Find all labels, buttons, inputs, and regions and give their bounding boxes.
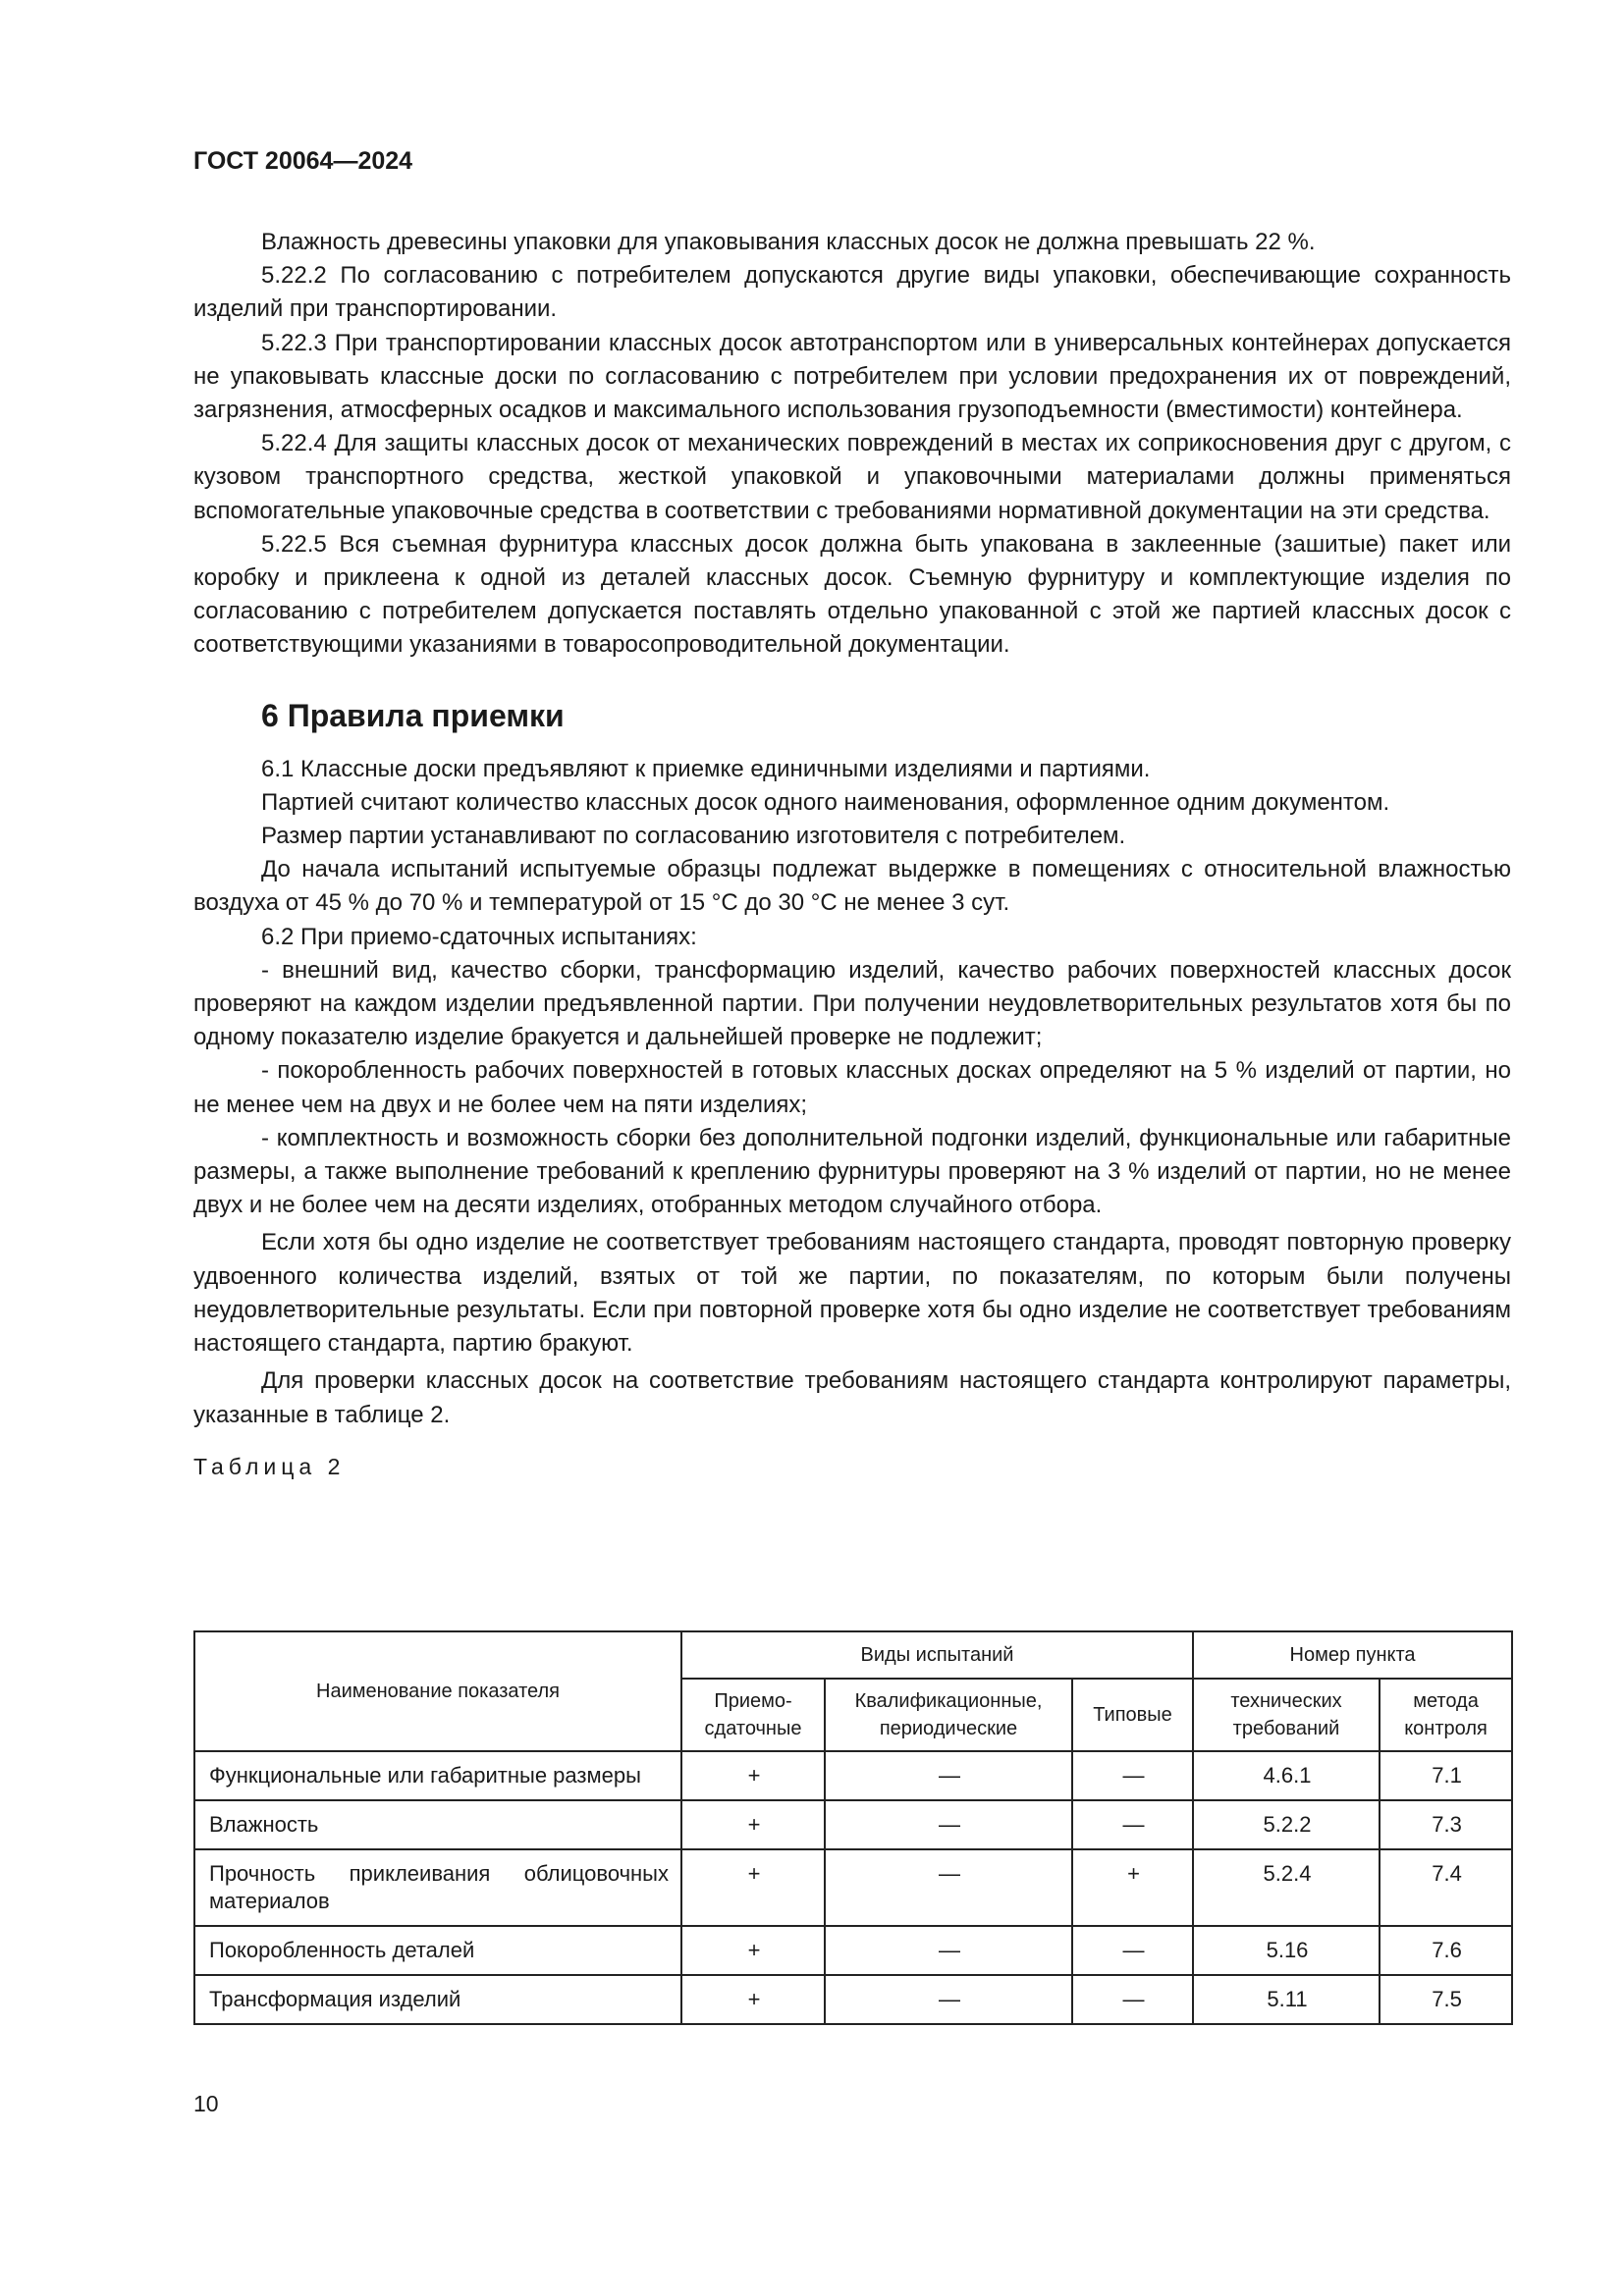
cell-name: Покоробленность деталей — [194, 1926, 681, 1975]
header-indicator-name: Наименование показателя — [194, 1631, 681, 1751]
cell-qualification: — — [825, 1849, 1072, 1926]
paragraph: До начала испытаний испытуемые образцы подлежат выдержке в помещениях с относительной влажностью воздуха от 45 % до 70 % и температурой от 15 °С до 30 °С не менее 3 сут. — [193, 856, 1511, 917]
paragraph: Если хотя бы одно изделие не соответствует требованиям настоящего стандарта, проводят повторную проверку удвоенного количества изделий, взятых от той же партии, по показателям, по которым были получены неудовлетворительные результаты. Если при повторной проверке хотя бы одно изделие не соответствует требованиям настоящего стандарта, партию бракуют. — [193, 1229, 1511, 1358]
paragraph: Партией считают количество классных досок одного наименования, оформленное одним документом. — [261, 788, 1390, 816]
list-item: - комплектность и возможность сборки без дополнительной подгонки изделий, функциональные или габаритные размеры, а также выполнение требований к креплению фурнитуры проверяют на 3 % изделий от партии, но не менее двух и не более чем на десяти изделиях, отобранных методом случайного отбора. — [193, 1124, 1511, 1219]
cell-method-clause: 7.1 — [1380, 1751, 1512, 1800]
paragraph: Размер партии устанавливают по согласованию изготовителя с потребителем. — [261, 823, 1126, 850]
cell-tech-clause: 5.2.4 — [1193, 1849, 1380, 1926]
cell-name: Функциональные или габаритные размеры — [194, 1751, 681, 1800]
cell-method-clause: 7.3 — [1380, 1800, 1512, 1849]
paragraph: 5.22.4 Для защиты классных досок от механических повреждений в местах их соприкосновения друг с другом, с кузовом транспортного средства, жесткой упаковкой и упаковочными материалами должны применяться вспомогательные упаковочные средства в соответствии с требованиями нормативной документации на эти средства. — [193, 430, 1511, 524]
cell-method-clause: 7.5 — [1380, 1975, 1512, 2024]
cell-type: — — [1072, 1975, 1193, 2024]
cell-method-clause: 7.4 — [1380, 1849, 1512, 1926]
header-clause-number: Номер пункта — [1193, 1631, 1512, 1679]
cell-name: Влажность — [194, 1800, 681, 1849]
cell-type: — — [1072, 1926, 1193, 1975]
list-item: - внешний вид, качество сборки, трансформацию изделий, качество рабочих поверхностей классных досок проверяют на каждом изделии предъявленной партии. При получении неудовлетворительных результатов хотя бы по одному показателю изделие бракуется и дальнейшей проверке не подлежит; — [193, 956, 1511, 1051]
cell-acceptance: + — [681, 1800, 825, 1849]
cell-type: + — [1072, 1849, 1193, 1926]
paragraph: Для проверки классных досок на соответствие требованиям настоящего стандарта контролируют параметры, указанные в таблице 2. — [193, 1367, 1511, 1428]
table-row — [194, 1975, 1512, 2024]
body-text — [193, 226, 1511, 1483]
cell-acceptance: + — [681, 1975, 825, 2024]
document-header: ГОСТ 20064—2024 — [193, 147, 413, 175]
cell-qualification: — — [825, 1926, 1072, 1975]
cell-tech-clause: 5.2.2 — [1193, 1800, 1380, 1849]
paragraph: Влажность древесины упаковки для упаковывания классных досок не должна превышать 22 %. — [261, 229, 1316, 255]
cell-qualification: — — [825, 1800, 1072, 1849]
cell-type: — — [1072, 1800, 1193, 1849]
header-control-method: метода контроля — [1380, 1679, 1512, 1751]
section-heading: 6 Правила приемки — [261, 697, 565, 733]
paragraph: 6.2 При приемо-сдаточных испытаниях: — [261, 923, 697, 950]
paragraph: 5.22.5 Вся съемная фурнитура классных досок должна быть упакована в заклеенные (зашитые) пакет или коробку и приклеена к одной из деталей классных досок. Съемную фурнитуру и комплектующие изделия по согласованию с потребителем допускается поставлять отдельно упакованной с этой же партией классных досок с соответствующими указаниями в товаросопроводительной документации. — [193, 530, 1511, 659]
cell-qualification: — — [825, 1975, 1072, 2024]
cell-name: Прочность приклеивания облицовочных материалов — [194, 1849, 681, 1926]
paragraph: 5.22.3 При транспортировании классных досок автотранспортом или в универсальных контейнерах допускается не упаковывать классные доски по согласованию с потребителем при условии предохранения их от повреждений, загрязнения, атмосферных осадков и максимального использования грузоподъемности (вместимости) контейнера. — [193, 329, 1511, 424]
cell-qualification: — — [825, 1751, 1072, 1800]
page-number: 10 — [193, 2091, 219, 2116]
cell-acceptance: + — [681, 1926, 825, 1975]
paragraph: 6.1 Классные доски предъявляют к приемке единичными изделиями и партиями. — [261, 755, 1151, 782]
list-item: - покоробленность рабочих поверхностей в готовых классных досках определяют на 5 % изделий от партии, но не менее чем на двух и не более чем на пяти изделиях; — [193, 1057, 1511, 1118]
cell-tech-clause: 4.6.1 — [1193, 1751, 1380, 1800]
cell-acceptance: + — [681, 1849, 825, 1926]
cell-method-clause: 7.6 — [1380, 1926, 1512, 1975]
cell-acceptance: + — [681, 1751, 825, 1800]
header-test-types: Виды испытаний — [681, 1631, 1193, 1679]
header-acceptance: Приемо-сдаточные — [681, 1679, 825, 1751]
header-type-tests: Типовые — [1072, 1679, 1193, 1751]
table-row — [194, 1926, 1512, 1975]
cell-tech-clause: 5.11 — [1193, 1975, 1380, 2024]
cell-type: — — [1072, 1751, 1193, 1800]
header-qualification: Квалификационные, периодические — [825, 1679, 1072, 1751]
table-row — [194, 1751, 1512, 1800]
cell-tech-clause: 5.16 — [1193, 1926, 1380, 1975]
header-technical-requirements: технических требований — [1193, 1679, 1380, 1751]
table-caption: Таблица 2 — [193, 1453, 346, 1479]
table-row — [194, 1849, 1512, 1926]
paragraph: 5.22.2 По согласованию с потребителем допускаются другие виды упаковки, обеспечивающие сохранность изделий при транспортировании. — [193, 262, 1511, 323]
table-2 — [193, 1630, 1513, 2025]
cell-name: Трансформация изделий — [194, 1975, 681, 2024]
table-row — [194, 1800, 1512, 1849]
